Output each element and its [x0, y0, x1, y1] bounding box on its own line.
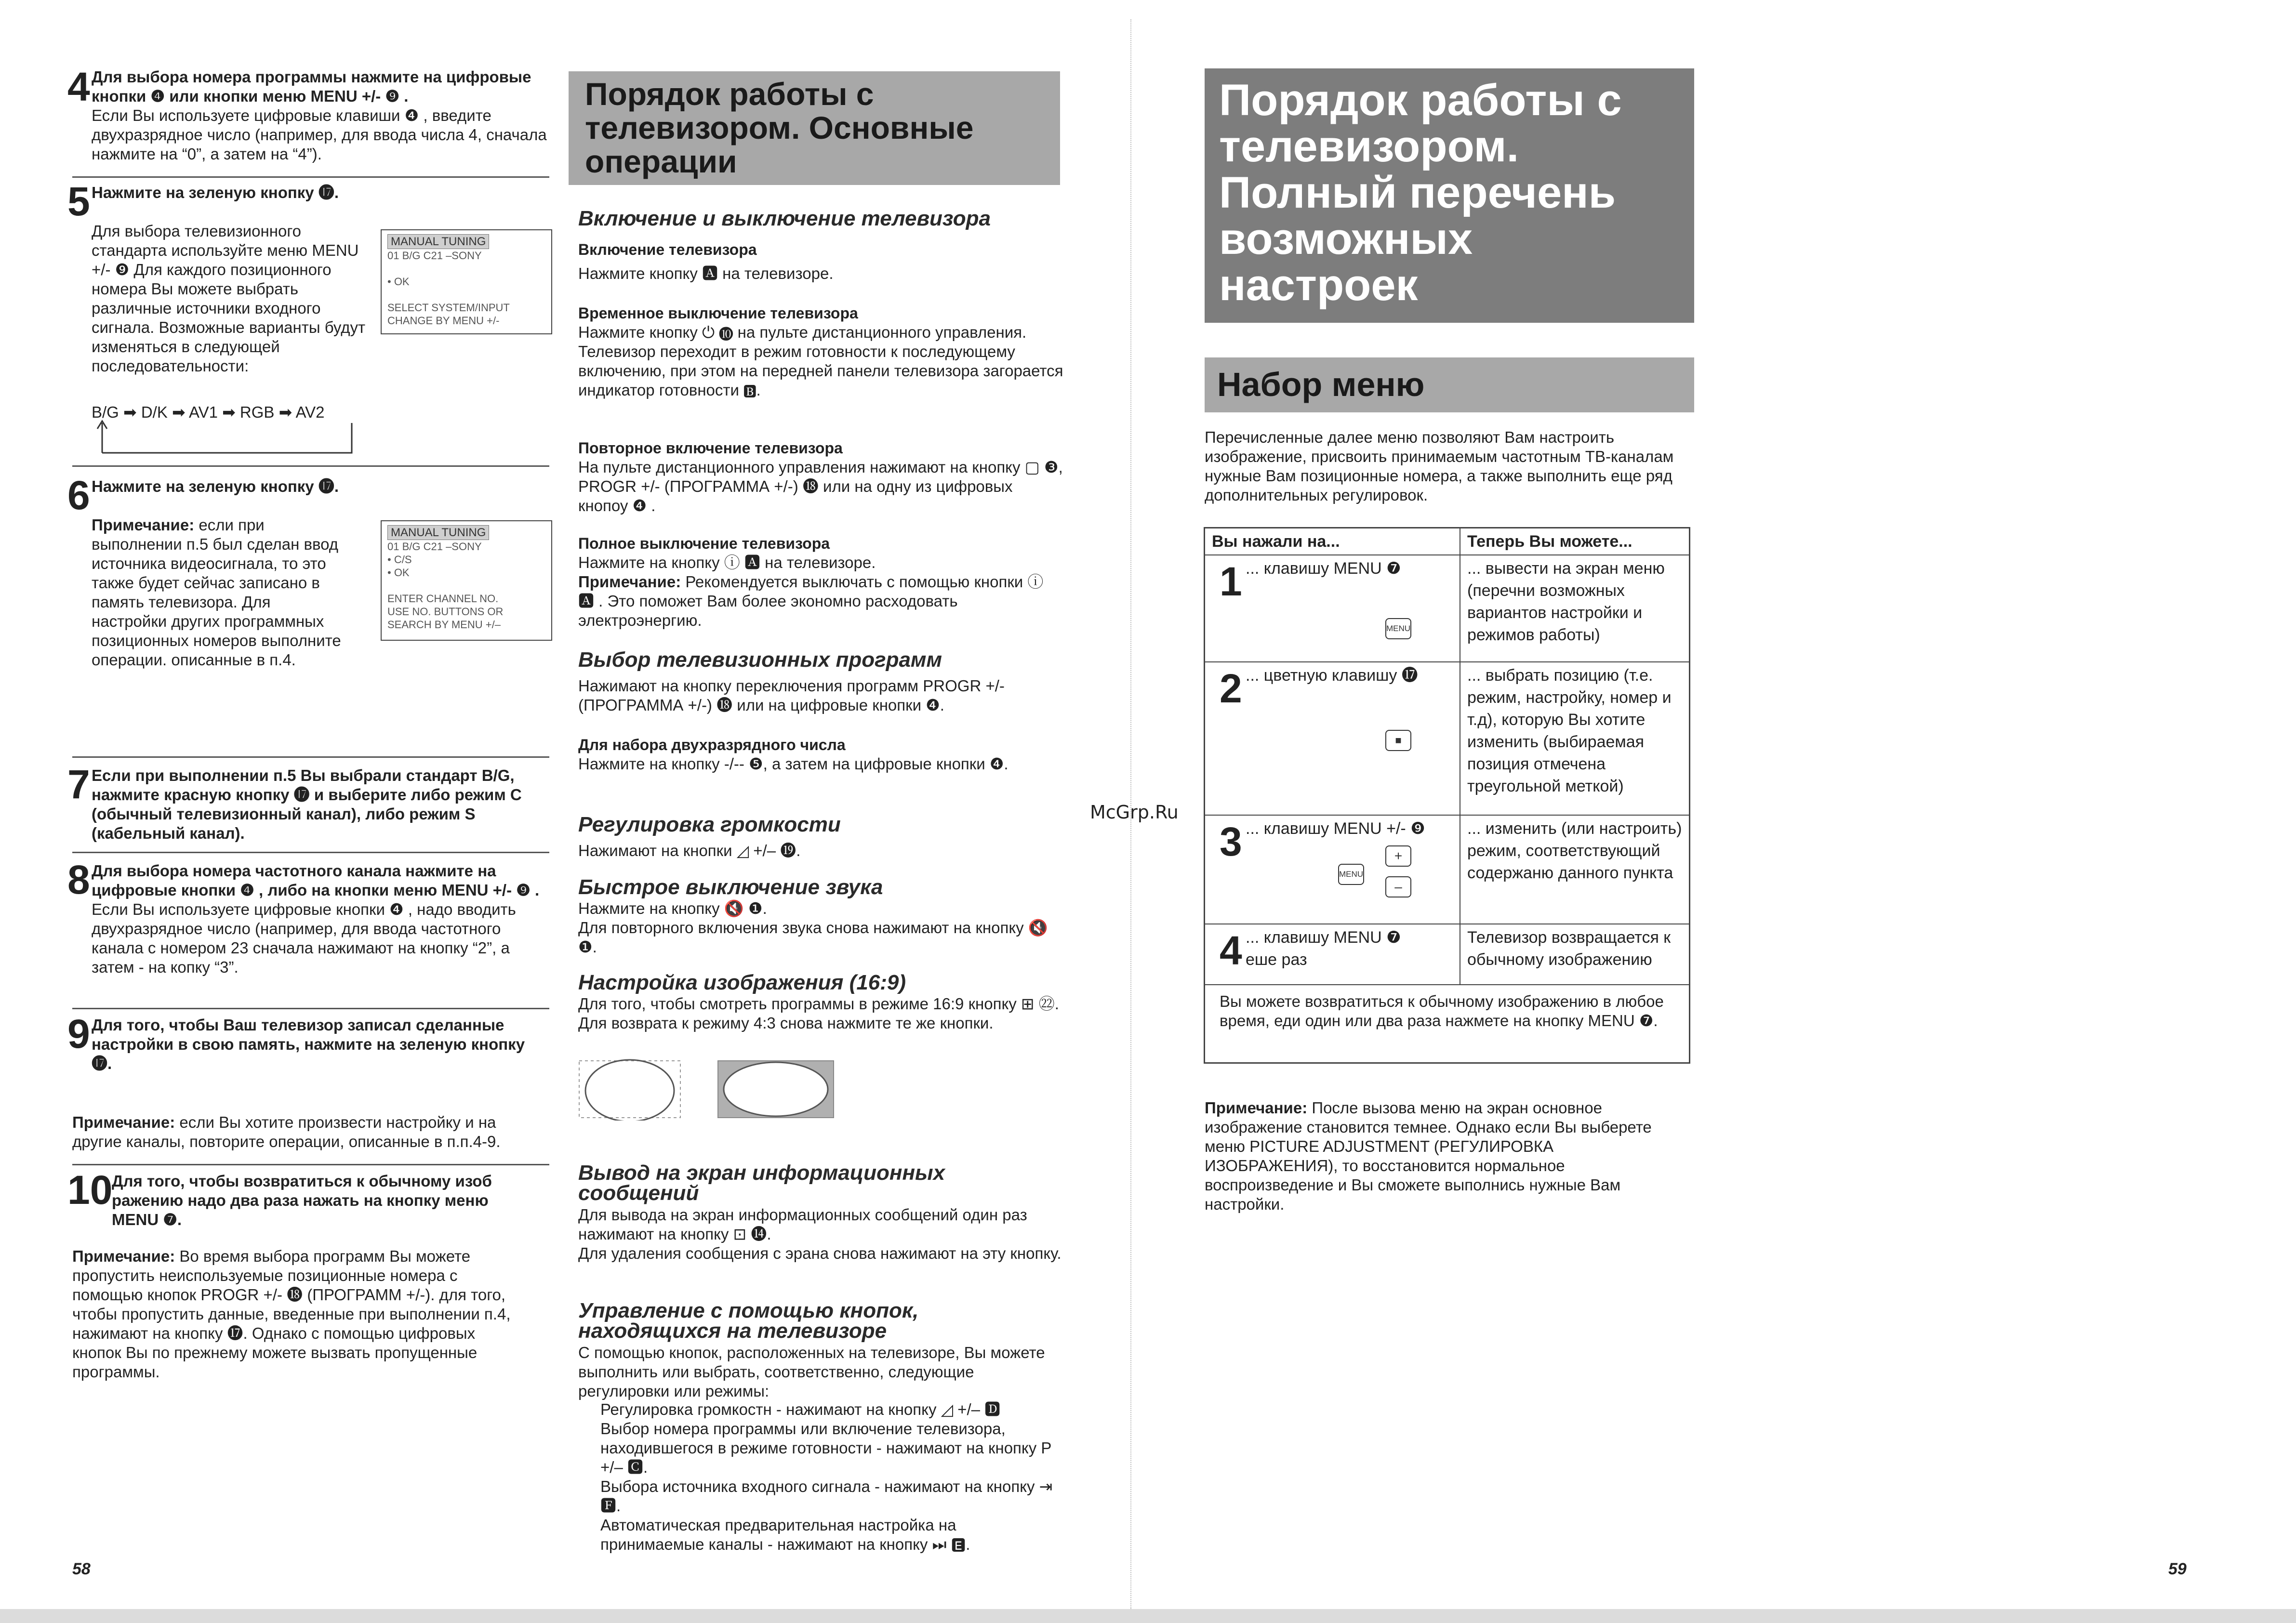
paragraph: Нажимают на кнопки ◿ +/– ⓳.: [578, 842, 801, 859]
plus-button: +: [1385, 845, 1411, 867]
color-button: ■: [1385, 730, 1411, 751]
table-header: Вы нажали на...: [1205, 528, 1460, 555]
heading-picture: Настройка изображения (16:9): [578, 971, 906, 994]
paragraph-text: Для вывода на экран информационных сообщений один раз нажимают на кнопку ⊡ ⓮.: [578, 1206, 1027, 1243]
paragraph-text: Нажмите на кнопку ⓘ 🅰 на телевизоре.: [578, 554, 876, 571]
note-text: если Вы хотите произвести настройку и на другие каналы, повторите операции, описанные в п.п.4-9.: [72, 1113, 501, 1150]
aspect-ratio-illustration: [578, 1058, 848, 1121]
row-number: 2: [1220, 666, 1242, 711]
screen-line: 01 B/G C21 –SONY: [387, 250, 482, 262]
section-title: Набор меню: [1205, 357, 1694, 412]
divider: [72, 176, 549, 178]
note-2: [72, 1247, 516, 1382]
table-row: [1205, 555, 1690, 662]
screen-line: USE NO. BUTTONS OR: [387, 606, 504, 618]
paragraph: Нажмите кнопку 🅰 на телевизоре.: [578, 264, 834, 282]
menu-button: MENU: [1338, 864, 1364, 885]
paragraph: [578, 994, 1065, 1033]
step-4-number: 4: [67, 64, 90, 109]
chapter-title: Порядок работы с телевизором. Полный перечень возможных настроек: [1205, 68, 1694, 323]
step-8-title: Для выбора номера частотного канала нажмите на цифровые кнопки ❹ , либо на кнопки меню MENU +/- ❾ .: [92, 862, 540, 899]
page-number-right: 59: [2168, 1560, 2187, 1578]
divider: [72, 1164, 549, 1165]
list-item: Выбора источника входного сигнала - нажимают на кнопку ⇥ 🅵.: [600, 1478, 1053, 1515]
screen-line: SELECT SYSTEM/INPUT: [387, 302, 510, 314]
list-item: Регулировка громкостн - нажимают на кнопку ◿ +/– 🅳: [600, 1400, 1001, 1418]
table-cell: [1205, 662, 1460, 815]
table-cell: ... изменить (или настроить) режим, соответствующий содержаню данного пункта: [1460, 815, 1690, 924]
table-row: [1205, 662, 1690, 815]
heading-mute: Быстрое выключение звука: [578, 875, 883, 899]
table-row: [1205, 815, 1690, 924]
heading-info: Вывод на экран информационных сообщений: [578, 1161, 945, 1205]
page-number-left: 58: [72, 1560, 91, 1578]
heading-tv-buttons: Управление с помощью кнопок, находящихся на телевизоре: [578, 1299, 919, 1343]
table-cell: Телевизор возвращается к обычному изображению: [1460, 924, 1690, 985]
note-label: Примечание:: [72, 1113, 175, 1131]
row-number: 3: [1220, 819, 1242, 864]
row-number: 4: [1220, 928, 1242, 973]
screen-title: MANUAL TUNING: [387, 525, 489, 540]
step-5-body: Для выбора телевизионного стандарта используйте меню MENU +/- ❾ Для каждого позиционного номера Вы можете выбрать различные источники входного сигнала. Возможные варианты будут изменяться в следующей последовательности:: [92, 222, 366, 375]
list-item: Выбор номера программы или включение телевизора, находившегося в режиме готовности - нажимают на кнопку P +/– 🅲.: [600, 1420, 1051, 1476]
screen-title: MANUAL TUNING: [387, 234, 489, 249]
paragraph: Нажмите кнопку ⏻ ❿ на пульте дистанционного управления. Телевизор переходит в режим готовности к последующему включению, при этом на передней панели телевизора загорается индикатор готовности 🅱.: [578, 323, 1063, 399]
screen-line: ENTER CHANNEL NO.: [387, 593, 499, 605]
table-footer-row: [1205, 985, 1690, 1063]
row-action: ... клавишу MENU ❼: [1246, 559, 1401, 578]
step-10-number: 10: [67, 1167, 113, 1213]
section-title: Порядок работы с телевизором. Основные операции: [569, 71, 1060, 185]
paragraph-text: Для того, чтобы смотреть программы в режиме 16:9 кнопку ⊞ ㉒.: [578, 995, 1059, 1013]
tv-screen-manual-tuning: [381, 520, 552, 641]
row-action: ... клавишу MENU +/- ❾: [1246, 819, 1425, 838]
table-cell: ... выбрать позицию (т.е. режим, настройку, номер и т.д), которую Вы хотите изменить (выбираемая позиция отмечена треугольной меткой): [1460, 662, 1690, 815]
subheading: Включение телевизора: [578, 241, 757, 258]
step-8-number: 8: [67, 857, 90, 902]
row-action: еше раз: [1246, 950, 1307, 969]
screen-line: 01 B/G C21 –SONY: [387, 541, 482, 553]
row-number: 1: [1220, 559, 1242, 604]
divider: [72, 852, 549, 853]
heading-power: Включение и выключение телевизора: [578, 207, 991, 230]
divider: [72, 465, 549, 467]
paragraph-text: Для повторного включения звука снова нажимают на кнопку 🔇 ❶.: [578, 919, 1048, 956]
paragraph: С помощью кнопок, расположенных на телевизоре, Вы можете выполнить или выбрать, соответственно, следующие регулировки или режимы:: [578, 1344, 1045, 1400]
table-row: [1205, 924, 1690, 985]
note-label: Примечание:: [92, 516, 195, 534]
tv-buttons-list: [600, 1400, 1063, 1554]
intro-paragraph: Перечисленные далее меню позволяют Вам настроить изображение, присвоить принимаемым частотным ТВ-каналам нужные Вам позиционные номера, а также выполнить еще ряд дополнительных регулировок.: [1205, 428, 1674, 504]
subheading: Повторное включение телевизора: [578, 439, 843, 457]
subheading: Временное выключение телевизора: [578, 304, 858, 322]
note-1: [72, 1113, 549, 1151]
heading-volume: Регулировка громкости: [578, 813, 841, 836]
paragraph: Нажмите на кнопку -/-- ❺, а затем на цифровые кнопки ❹.: [578, 755, 1009, 773]
note-text: После вызова меню на экран основное изображение становится темнее. Однако если Вы выберете меню PICTURE ADJUSTMENT (РЕГУЛИРОВКА ИЗОБРАЖЕНИЯ), то восстановится нормальное воспроизведение и Вы сможете выполнись нужные Вам настройки.: [1205, 1099, 1652, 1213]
step-9-title: Для того, чтобы Ваш телевизор записал сделанные настройки в свою память, нажмите на зеленую кнопку ⓱.: [92, 1016, 525, 1072]
step-7-number: 7: [67, 762, 90, 807]
note-text: Во время выбора программ Вы можете пропустить неиспользуемые позиционные номера с помощью кнопок PROGR +/- ⓲ (ПРОГРАММ +/-). для того, чтобы пропустить данные, введенные при выполнении п.4, нажимают на кнопку ⓱. Однако с помощью цифровых кнопок Вы по прежнему можете вызвать пропущенные программы.: [72, 1247, 511, 1381]
screen-line: • OK: [387, 567, 410, 579]
row-action: ... клавишу MENU ❼: [1246, 928, 1401, 947]
page-right: [1200, 0, 2296, 1623]
step-6-body: [92, 515, 347, 670]
table-cell: [1205, 924, 1460, 985]
table-footer: Вы можете возвратиться к обычному изображению в любое время, еди один или два раза нажмете на кнопку MENU ❼.: [1205, 985, 1690, 1063]
step-4-text: [92, 67, 549, 164]
screen-line: CHANGE BY MENU +/-: [387, 315, 500, 327]
step-7-title: Если при выполнении п.5 Вы выбрали стандарт B/G, нажмите красную кнопку ⓱ и выберите либо режим С (обычный телевизионный канал), либо режим S (кабельный канал).: [92, 766, 522, 842]
note-label: Примечание:: [1205, 1099, 1308, 1117]
screen-line: • OK: [387, 276, 410, 288]
heading-programs: Выбор телевизионных программ: [578, 648, 942, 672]
step-5-number: 5: [67, 179, 90, 224]
step-5-title: Нажмите на зеленую кнопку ⓱.: [92, 184, 339, 201]
row-action: ... цветную клавишу ⓱: [1246, 666, 1418, 685]
subheading: Полное выключение телевизора: [578, 535, 830, 552]
paragraph-text: Для удаления сообщения с эрана снова нажимают на эту кнопку.: [578, 1244, 1062, 1262]
page-mid: [569, 0, 1079, 1623]
scan-bottom-band: [0, 1609, 2296, 1623]
minus-button: –: [1385, 876, 1411, 897]
step-8-text: [92, 861, 544, 977]
step-4-body: Если Вы используете цифровые клавиши ❹ , введите двухразрядное число (например, для ввода числа 4, сначала нажмите на “0”, а затем на “4”).: [92, 106, 547, 163]
menu-button: MENU: [1385, 618, 1411, 639]
paragraph: Нажимают на кнопку переключения программ PROGR +/- (ПРОГРАММА +/-) ⓲ или на цифровые кнопки ❹.: [578, 677, 1005, 714]
paragraph-text: Для возврата к режиму 4:3 снова нажмите те же кнопки.: [578, 1014, 994, 1032]
tv-screen-manual-tuning: [381, 229, 552, 334]
step-6-title: Нажмите на зеленую кнопку ⓱.: [92, 477, 339, 495]
note: [1205, 1098, 1682, 1214]
note-text: если при выполнении п.5 был сделан ввод источника видеосигнала, то это также будет сейчас записано в память телевизора. Для настройки других программных позиционных номеров выполните операции. описанные в п.4.: [92, 516, 341, 669]
note-label: Примечание:: [578, 573, 681, 591]
note-label: Примечание:: [72, 1247, 175, 1265]
paragraph: На пульте дистанционного управления нажимают на кнопку ▢ ❸, PROGR +/- (ПРОГРАММА +/-) ⓲ или на одну из цифровых кнопоу ❹ .: [578, 458, 1063, 515]
sequence-text: B/G ➡ D/K ➡ AV1 ➡ RGB ➡ AV2: [92, 403, 325, 421]
step-9-number: 9: [67, 1011, 90, 1056]
screen-line: SEARCH BY MENU +/–: [387, 619, 501, 631]
screen-line: • C/S: [387, 554, 412, 566]
list-item: Автоматическая предварительная настройка на принимаемые каналы - нажимают на кнопку ⏭ 🅴.: [600, 1516, 970, 1553]
step-10-title: Для того, чтобы возвратиться к обычному изоб ражению надо два раза нажать на кнопку меню MENU ❼.: [112, 1172, 492, 1228]
step-8-body: Если Вы используете цифровые кнопки ❹ , надо вводить двухразрядное число (например, для ввода частотного канала с номером 23 сначала нажимают на кнопку “2”, а затем - на копку “3”.: [92, 900, 516, 976]
step-4-title: Для выбора номера программы нажмите на цифровые кнопки ❹ или кнопки меню MENU +/- ❾ .: [92, 68, 531, 105]
table-cell: ... вывести на экран меню (перечни возможных вариантов настройки и режимов работы): [1460, 555, 1690, 662]
table-cell: [1205, 555, 1460, 662]
watermark: McGrp.Ru: [1090, 802, 1179, 823]
divider: [72, 756, 549, 758]
subheading: Для набора двухразрядного числа: [578, 736, 846, 753]
paragraph: [578, 553, 1060, 630]
step-6-number: 6: [67, 473, 90, 518]
paragraph: [578, 1205, 1065, 1263]
note-text: Рекомендуется выключать с помощью кнопки ⓘ 🅰 . Это поможет Вам более экономно расходовать электроэнергию.: [578, 573, 1044, 629]
paragraph: [578, 899, 1065, 957]
paragraph-text: Нажмите на кнопку 🔇 ❶.: [578, 899, 767, 917]
divider: [72, 1008, 549, 1009]
menu-table: [1204, 527, 1690, 1064]
table-cell: [1205, 815, 1460, 924]
sequence-loop-arrow: [92, 419, 361, 458]
table-header: Теперь Вы можете...: [1460, 528, 1690, 555]
